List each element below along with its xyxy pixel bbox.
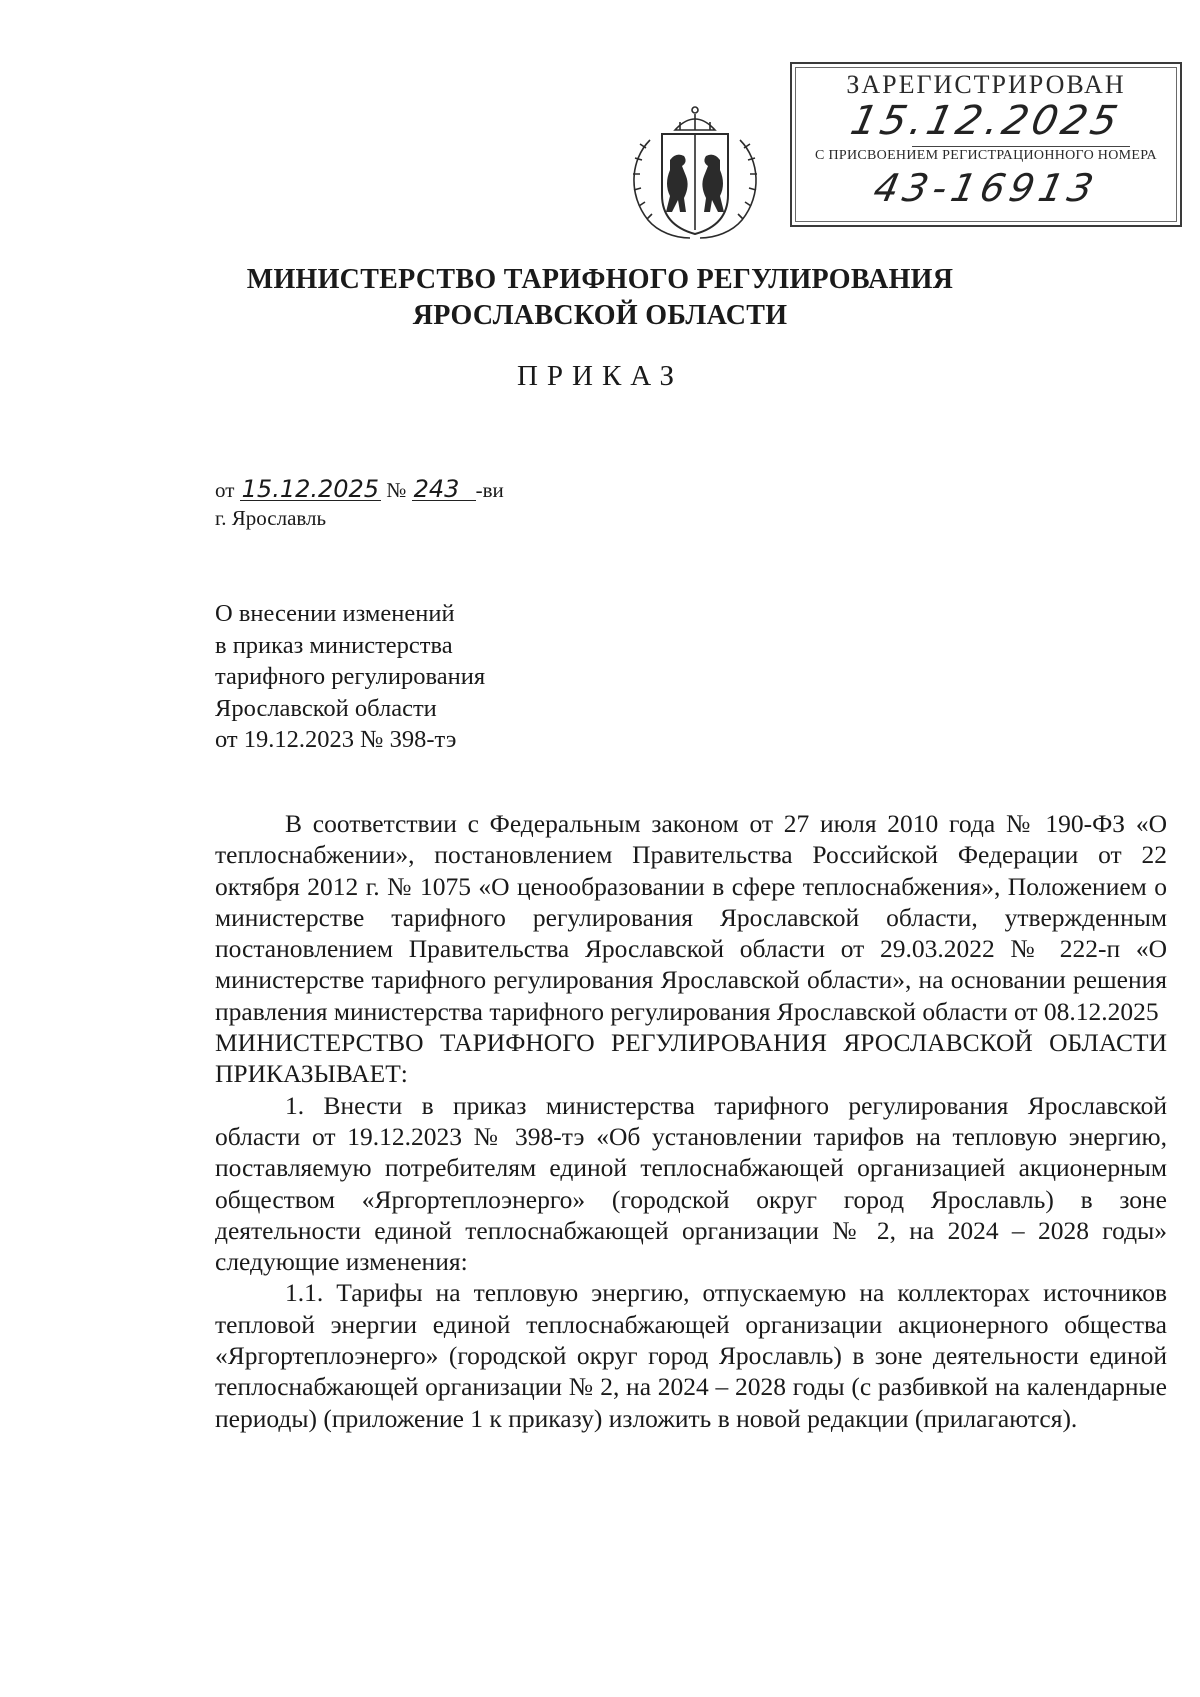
order-title: ПРИКАЗ: [516, 360, 684, 392]
ministry-name-line1: МИНИСТЕРСТВО ТАРИФНОГО РЕГУЛИРОВАНИЯ: [246, 264, 954, 295]
stamp-title: ЗАРЕГИСТРИРОВАН: [846, 70, 1126, 99]
ministry-name: [0, 262, 1200, 334]
stamp-underline: [912, 146, 1130, 147]
stamp-number: 43-16913: [869, 166, 1103, 210]
coat-of-arms-icon: [620, 100, 770, 242]
subject-line: от 19.12.2023 № 398-тэ: [215, 726, 457, 753]
preamble-paragraph: В соответствии с Федеральным законом от 27 июля 2010 года № 190-ФЗ «О теплоснабжении», постановлением Правительства Российской Федерации от 22 октября 2012 г. № 1075 «О ценообразовании в сфере теплоснабжения», Положением о министерстве тарифного регулирования Ярославской области, утвержденным постановлением Правительства Ярославской области от 29.03.2022 № 222-п «О министерстве тарифного регулирования Ярославской области», на основании решения правления министерства тарифного регулирования Ярославской области от 08.12.2025: [215, 809, 1167, 1026]
subject-line: в приказ министерства: [215, 631, 453, 659]
subject-line: тарифного регулирования: [215, 663, 486, 690]
order-number: 243: [412, 478, 476, 501]
number-suffix: -ви: [475, 478, 504, 502]
item-1-paragraph: 1. Внести в приказ министерства тарифного регулирования Ярославской области от 19.12.2023 № 398-тэ «Об установлении тарифов на тепловую энергию, поставляемую потребителям единой теплоснабжающей организацией акционерным обществом «Яргортеплоэнерго» (городской округ город Ярославль) в зоне деятельности единой теплоснабжающей организации № 2, на 2024 – 2028 годы» следующие изменения:: [215, 1090, 1167, 1277]
subject-line: Ярославской области: [215, 694, 437, 722]
order-body: [215, 808, 1167, 1434]
order-dateline: [215, 475, 504, 503]
date-prefix: от: [215, 478, 235, 502]
subject-line: О внесении изменений: [215, 600, 455, 627]
order-subject: [215, 598, 485, 756]
item-1-1-paragraph: 1.1. Тарифы на тепловую энергию, отпускаемую на коллекторах источников тепловой энергии единой теплоснабжающей организации акционерного общества «Яргортеплоэнерго» (городской округ город Ярославль) в зоне деятельности единой теплоснабжающей организации № 2, на 2024 – 2028 годы (с разбивкой на календарные периоды) (приложение 1 к приказу) изложить в новой редакции (прилагаются).: [215, 1278, 1167, 1433]
ministry-name-line2: ЯРОСЛАВСКОЙ ОБЛАСТИ: [412, 300, 788, 331]
stamp-date: 15.12.2025: [846, 98, 1126, 144]
number-prefix: №: [386, 478, 407, 502]
stamp-subtitle: С ПРИСВОЕНИЕМ РЕГИСТРАЦИОННОГО НОМЕРА: [815, 148, 1157, 163]
order-date: 15.12.2025: [241, 475, 380, 503]
directive-paragraph: МИНИСТЕРСТВО ТАРИФНОГО РЕГУЛИРОВАНИЯ ЯРОСЛАВСКОЙ ОБЛАСТИ ПРИКАЗЫВАЕТ:: [215, 1028, 1167, 1089]
order-city: г. Ярославль: [215, 506, 327, 530]
